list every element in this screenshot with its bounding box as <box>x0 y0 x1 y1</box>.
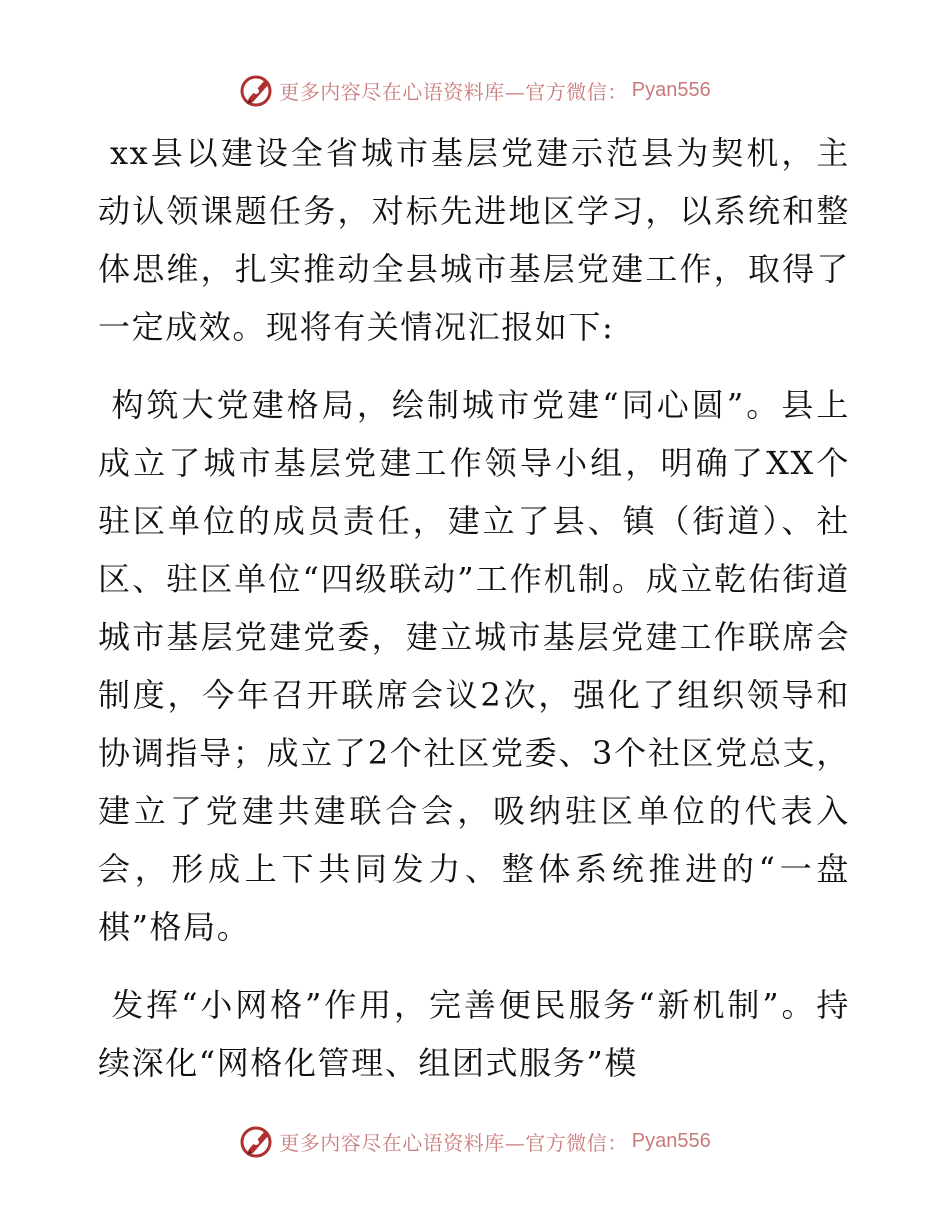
pen-nib-circle-icon <box>239 72 275 108</box>
banner-wechat-id: Pyan556 <box>631 78 711 101</box>
paragraph-intro: xx县以建设全省城市基层党建示范县为契机，主动认领课题任务，对标先进地区学习，以系统和整体思维，扎实推动全县城市基层党建工作，取得了一定成效。现将有关情况汇报如下: <box>98 134 850 346</box>
paragraph-party-building: 构筑大党建格局，绘制城市党建“同心圆”。县上成立了城市基层党建工作领导小组，明确了XX个驻区单位的成员责任，建立了县、镇（街道）、社区、驻区单位“四级联动”工作机制。成立乾佑街道城市基层党建党委，建立城市基层党建工作联席会制度，今年召开联席会议2次，强化了组织领导和协调指导；成立了2个社区党委、3个社区党总支，建立了党建共建联合会，吸纳驻区单位的代表入会，形成上下共同发力、整体系统推进的“一盘棋”格局。 <box>98 386 850 946</box>
header-banner <box>0 70 950 110</box>
banner-text: 更多内容尽在心语资料库—官方微信： <box>279 79 628 104</box>
banner-text: 更多内容尽在心语资料库—官方微信： <box>279 1130 628 1155</box>
document-body <box>98 124 850 1112</box>
pen-nib-circle-icon <box>239 1123 275 1159</box>
banner-wechat-id: Pyan556 <box>631 1129 711 1152</box>
paragraph-grid-service: 发挥“小网格”作用，完善便民服务“新机制”。持续深化“网格化管理、组团式服务”模 <box>98 986 850 1082</box>
footer-banner <box>0 1121 950 1161</box>
